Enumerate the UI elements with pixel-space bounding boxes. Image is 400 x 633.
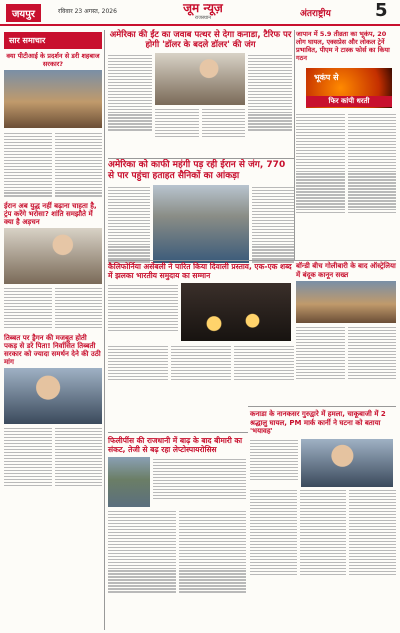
flood-photo [108, 457, 150, 507]
california-headline: कैलिफोर्निया असेंबली ने पारित किया दिवाली प्रस्ताव, एक-एक शब्द में झलका भारतीय समुदाय का सम्मान [108, 262, 292, 280]
carney-photo [301, 439, 393, 487]
newspaper-logo [168, 1, 238, 23]
news-briefs-sidebar [4, 32, 102, 488]
quake-graphic-caption: फिर कांपी धरती [306, 96, 392, 107]
california-body-b [108, 344, 168, 382]
column-rule-right [294, 30, 295, 260]
brief-story-1 [4, 52, 102, 198]
brief-body-3a [4, 286, 52, 330]
canada-headline: कनाडा के नानकसर गुरुद्वारे में हमला, चाकूबाजी में 2 श्रद्धालु घायल, PM मार्क कार्नी ने घटना को बताया 'भयावह' [250, 410, 386, 435]
row-rule-1 [108, 158, 294, 159]
page-number: 5 [375, 0, 388, 21]
brief-title-3: ईरान अब युद्ध नहीं बढ़ाना चाहता है, ट्रंप करेंगे भरोसा? शांति समझौते में क्या है अड़चन [4, 202, 97, 227]
row-rule-4 [248, 406, 396, 407]
edition-date: रविवार 23 अगस्त, 2026 [58, 8, 117, 15]
philippines-headline: फिलीपींस की राजधानी में बाढ़ के बाद बीमारी का संकट, तेजी से बढ़ रहा लेप्टोस्पायरोसिस [108, 436, 243, 454]
column-rule-left [104, 30, 105, 630]
canada-body-a [250, 439, 298, 487]
canada-body-d [349, 489, 396, 577]
quake-graphic-tag: भूकंप से [314, 73, 339, 82]
top-story-body-b [155, 107, 199, 139]
section-name: अंतराष्ट्रीय [300, 9, 331, 19]
brief-body-4a [4, 426, 52, 487]
army-base-photo [153, 185, 249, 263]
canada-body-b [250, 489, 297, 577]
canada-story [250, 410, 396, 577]
australia-body-a [296, 325, 345, 381]
australia-headline: बॉन्डी बीच गोलीबारी के बाद ऑस्ट्रेलिया में बंदूक कानून सख्त [296, 262, 396, 279]
trump-photo [155, 53, 245, 105]
philippines-body-c [179, 509, 247, 594]
logo-text: जूम न्यूज़ [183, 1, 223, 15]
brief-story-4 [4, 334, 102, 487]
japan-body [296, 112, 396, 215]
us-iran-body-b [252, 185, 294, 264]
brief-story-3 [4, 202, 102, 330]
quake-graphic [306, 68, 392, 108]
us-iran-story [108, 160, 294, 264]
brief-body-4b [55, 426, 103, 487]
brief-title-1: क्या पीटीआई के प्रदर्शन से डरी शहबाज सरकार? [6, 52, 100, 68]
top-story-headline: अमेरिका की ईंट का जवाब पत्थर से देगा कनाडा, टैरिफ पर होगी 'डॉलर के बदले डॉलर' की जंग [109, 30, 292, 50]
philippines-body-a [153, 457, 246, 507]
protest-photo [4, 70, 102, 128]
japan-quake-story [296, 30, 396, 62]
japan-body-b [348, 112, 397, 215]
sidebar-header: सार समाचार [4, 32, 102, 49]
us-iran-body-a [108, 185, 150, 264]
california-body-c [171, 344, 231, 382]
california-body-d [234, 344, 294, 382]
tibet-photo [4, 368, 102, 424]
california-body-a [108, 285, 178, 331]
logo-subtext: राजस्थान [194, 15, 212, 21]
brief-title-4: तिब्बत पर ड्रैगन की मजबूत होती पकड़ से डरे पिता! निर्वासित तिब्बती सरकार को ज्यादा समर्थन देने की उठी मांग [4, 334, 101, 367]
philippines-story [108, 436, 246, 594]
row-rule-3 [108, 432, 248, 433]
masthead [0, 0, 400, 26]
philippines-body-b [108, 509, 176, 594]
japan-body-a [296, 112, 345, 215]
bondi-photo [296, 281, 396, 323]
japan-headline: जापान में 5.9 तीव्रता का भूकंप, 20 लोग घायल, एक्सप्रेस और लोकल ट्रेनें प्रभावित, पीएम ने टास्क फोर्स का किया गठन [296, 30, 390, 62]
california-story [108, 262, 294, 382]
canada-body-c [300, 489, 347, 577]
australia-story [296, 262, 396, 381]
brief-body-1a [4, 131, 52, 198]
row-rule-2 [108, 260, 396, 261]
diwali-photo [181, 283, 291, 341]
brief-body-1b [55, 131, 103, 198]
top-story [108, 30, 293, 139]
top-story-body-d [248, 53, 292, 139]
top-story-body-a [108, 53, 152, 139]
us-iran-headline: अमेरिका को काफी महंगी पड़ रही ईरान से जंग, 770 से पार पहुंचा हताहत सैनिकों का आंकड़ा [108, 160, 286, 181]
edition-city: जयपुर [6, 4, 41, 22]
brief-body-3b [55, 286, 103, 330]
australia-body-b [348, 325, 397, 381]
leader-photo [4, 228, 102, 284]
top-story-body-c [202, 107, 246, 139]
